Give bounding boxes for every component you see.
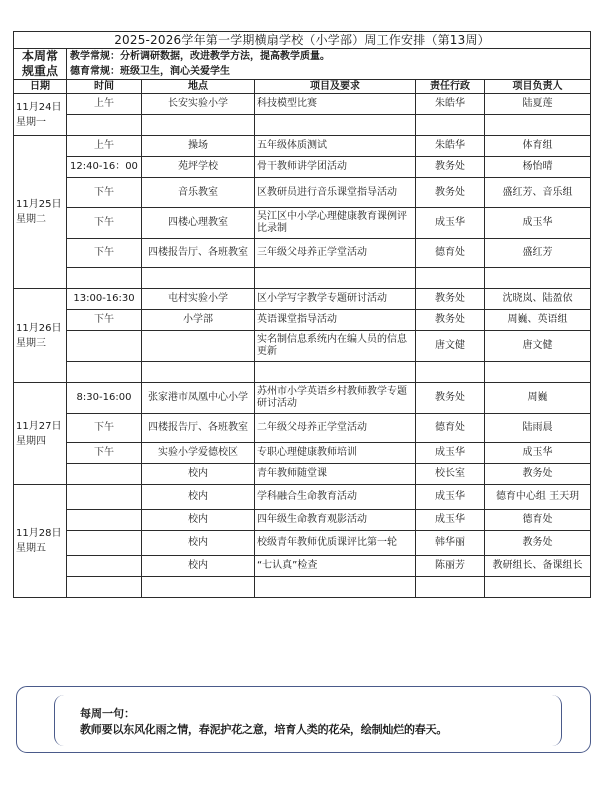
lead-cell: 周巍、英语组 xyxy=(485,310,591,331)
time-cell: 上午 xyxy=(67,136,142,157)
lead-cell: 教务处 xyxy=(485,464,591,485)
admin-cell: 陈丽芳 xyxy=(416,556,485,577)
focus-content xyxy=(67,49,591,80)
time-cell xyxy=(67,362,142,383)
lead-cell: 盛红芳 xyxy=(485,239,591,268)
time-cell: 12:40-16：00 xyxy=(67,157,142,178)
page-title: 2025-2026学年第一学期横扇学校（小学部）周工作安排（第13周） xyxy=(14,32,591,49)
schedule-row xyxy=(14,289,591,310)
schedule-row xyxy=(14,208,591,239)
time-cell xyxy=(67,577,142,598)
time-cell xyxy=(67,331,142,362)
place-cell: 小学部 xyxy=(142,310,255,331)
lead-cell: 杨怡晴 xyxy=(485,157,591,178)
admin-cell: 德育处 xyxy=(416,239,485,268)
date-cell xyxy=(14,136,67,289)
schedule-row xyxy=(14,115,591,136)
date-weekday: 星期二 xyxy=(16,214,46,225)
date-cell xyxy=(14,485,67,598)
project-cell: 英语课堂指导活动 xyxy=(255,310,416,331)
time-cell xyxy=(67,556,142,577)
place-cell: 校内 xyxy=(142,531,255,556)
schedule-row xyxy=(14,178,591,208)
admin-cell: 教务处 xyxy=(416,289,485,310)
lead-cell: 沈晓岚、陆盈依 xyxy=(485,289,591,310)
focus-label-line2: 规重点 xyxy=(21,64,58,78)
time-cell: 下午 xyxy=(67,239,142,268)
time-cell xyxy=(67,531,142,556)
project-cell: 青年教师随堂课 xyxy=(255,464,416,485)
place-cell: 音乐教室 xyxy=(142,178,255,208)
header-date: 日期 xyxy=(14,80,67,94)
place-cell xyxy=(142,115,255,136)
schedule-sheet xyxy=(13,31,590,598)
time-cell: 13:00-16:30 xyxy=(67,289,142,310)
focus-row xyxy=(14,49,591,80)
admin-cell: 教务处 xyxy=(416,383,485,414)
motto-text: 教师要以东风化雨之情，春泥护花之意，培育人类的花朵，绘制灿烂的春天。 xyxy=(80,723,448,736)
admin-cell: 成玉华 xyxy=(416,443,485,464)
time-cell xyxy=(67,510,142,531)
header-row xyxy=(14,80,591,94)
project-cell: 专职心理健康教师培训 xyxy=(255,443,416,464)
time-cell xyxy=(67,115,142,136)
date-cell xyxy=(14,289,67,383)
focus-label-line1: 本周常 xyxy=(21,49,58,63)
lead-cell: 盛红芳、音乐组 xyxy=(485,178,591,208)
admin-cell: 成玉华 xyxy=(416,485,485,510)
lead-cell: 德育处 xyxy=(485,510,591,531)
project-cell: 校级青年教师优质课评比第一轮 xyxy=(255,531,416,556)
project-cell: 苏州市小学英语乡村教师教学专题研讨活动 xyxy=(255,383,416,414)
project-cell: 学科融合生命教育活动 xyxy=(255,485,416,510)
lead-cell: 陆夏莲 xyxy=(485,94,591,115)
lead-cell: 成玉华 xyxy=(485,443,591,464)
admin-cell: 校长室 xyxy=(416,464,485,485)
place-cell: 校内 xyxy=(142,510,255,531)
schedule-row xyxy=(14,157,591,178)
lead-cell: 陆雨晨 xyxy=(485,414,591,443)
lead-cell: 唐文健 xyxy=(485,331,591,362)
lead-cell: 周巍 xyxy=(485,383,591,414)
admin-cell: 朱皓华 xyxy=(416,136,485,157)
header-admin: 责任行政 xyxy=(416,80,485,94)
time-cell: 下午 xyxy=(67,208,142,239)
lead-cell: 教研组长、备课组长 xyxy=(485,556,591,577)
admin-cell: 教务处 xyxy=(416,178,485,208)
project-cell: 二年级父母养正学堂活动 xyxy=(255,414,416,443)
lead-cell xyxy=(485,268,591,289)
project-cell xyxy=(255,362,416,383)
schedule-row xyxy=(14,239,591,268)
admin-cell xyxy=(416,577,485,598)
place-cell xyxy=(142,577,255,598)
place-cell: 四楼心理教室 xyxy=(142,208,255,239)
place-cell xyxy=(142,331,255,362)
focus-label xyxy=(14,49,67,80)
schedule-row xyxy=(14,310,591,331)
header-time: 时间 xyxy=(67,80,142,94)
schedule-row xyxy=(14,443,591,464)
schedule-row xyxy=(14,268,591,289)
place-cell: 实验小学爱德校区 xyxy=(142,443,255,464)
project-cell: 五年级体质测试 xyxy=(255,136,416,157)
project-cell: 科技模型比赛 xyxy=(255,94,416,115)
schedule-row xyxy=(14,485,591,510)
admin-cell: 德育处 xyxy=(416,414,485,443)
schedule-row xyxy=(14,531,591,556)
project-cell: 区小学写字教学专题研讨活动 xyxy=(255,289,416,310)
date-weekday: 星期三 xyxy=(16,337,46,349)
project-cell xyxy=(255,268,416,289)
time-cell: 下午 xyxy=(67,443,142,464)
focus-teaching: 教学常规：分析调研数据，改进教学方法，提高教学质量。 xyxy=(70,51,330,62)
place-cell xyxy=(142,362,255,383)
date-weekday: 星期一 xyxy=(16,116,46,128)
time-cell: 下午 xyxy=(67,310,142,331)
date-day: 11月27日 xyxy=(16,420,62,432)
date-day: 11月24日 xyxy=(16,101,62,113)
header-place: 地点 xyxy=(142,80,255,94)
schedule-row xyxy=(14,464,591,485)
admin-cell: 教务处 xyxy=(416,157,485,178)
place-cell: 操场 xyxy=(142,136,255,157)
header-project: 项目及要求 xyxy=(255,80,416,94)
schedule-row xyxy=(14,556,591,577)
place-cell: 屯村实验小学 xyxy=(142,289,255,310)
admin-cell: 教务处 xyxy=(416,310,485,331)
project-cell: “七认真”检查 xyxy=(255,556,416,577)
title-row xyxy=(14,32,591,49)
header-lead: 项目负责人 xyxy=(485,80,591,94)
project-cell: 区教研员进行音乐课堂指导活动 xyxy=(255,178,416,208)
admin-cell xyxy=(416,115,485,136)
project-cell xyxy=(255,115,416,136)
project-cell: 三年级父母养正学堂活动 xyxy=(255,239,416,268)
date-day: 11月28日 xyxy=(16,528,62,539)
place-cell: 四楼报告厅、各班教室 xyxy=(142,239,255,268)
date-cell xyxy=(14,383,67,485)
schedule-row xyxy=(14,94,591,115)
focus-moral: 德育常规：班级卫生，润心关爱学生 xyxy=(70,66,230,77)
place-cell: 校内 xyxy=(142,464,255,485)
time-cell xyxy=(67,485,142,510)
place-cell: 张家港市凤凰中心小学 xyxy=(142,383,255,414)
admin-cell: 成玉华 xyxy=(416,208,485,239)
time-cell: 8:30-16:00 xyxy=(67,383,142,414)
place-cell: 校内 xyxy=(142,485,255,510)
project-cell: 四年级生命教育观影活动 xyxy=(255,510,416,531)
project-cell: 吴江区中小学心理健康教育课例评比录制 xyxy=(255,208,416,239)
time-cell: 上午 xyxy=(67,94,142,115)
project-cell xyxy=(255,577,416,598)
schedule-row xyxy=(14,331,591,362)
time-cell xyxy=(67,464,142,485)
schedule-row xyxy=(14,510,591,531)
admin-cell: 成玉华 xyxy=(416,510,485,531)
date-weekday: 星期四 xyxy=(16,435,46,447)
lead-cell: 德育中心组 王天玥 xyxy=(485,485,591,510)
date-cell xyxy=(14,94,67,136)
admin-cell xyxy=(416,362,485,383)
place-cell xyxy=(142,268,255,289)
time-cell: 下午 xyxy=(67,178,142,208)
lead-cell xyxy=(485,362,591,383)
lead-cell xyxy=(485,577,591,598)
time-cell: 下午 xyxy=(67,414,142,443)
lead-cell: 成玉华 xyxy=(485,208,591,239)
project-cell: 实名制信息系统内在编人员的信息更新 xyxy=(255,331,416,362)
schedule-row xyxy=(14,136,591,157)
schedule-row xyxy=(14,414,591,443)
date-weekday: 星期五 xyxy=(16,543,46,554)
schedule-row xyxy=(14,362,591,383)
admin-cell: 韩华丽 xyxy=(416,531,485,556)
place-cell: 校内 xyxy=(142,556,255,577)
schedule-table xyxy=(13,31,591,598)
date-day: 11月25日 xyxy=(16,199,62,210)
lead-cell: 教务处 xyxy=(485,531,591,556)
project-cell: 骨干教师讲学团活动 xyxy=(255,157,416,178)
date-day: 11月26日 xyxy=(16,322,62,334)
schedule-row xyxy=(14,383,591,414)
admin-cell: 朱皓华 xyxy=(416,94,485,115)
time-cell xyxy=(67,268,142,289)
admin-cell xyxy=(416,268,485,289)
place-cell: 苑坪学校 xyxy=(142,157,255,178)
lead-cell xyxy=(485,115,591,136)
admin-cell: 唐文健 xyxy=(416,331,485,362)
place-cell: 四楼报告厅、各班教室 xyxy=(142,414,255,443)
motto-title: 每周一句： xyxy=(80,707,135,720)
schedule-row xyxy=(14,577,591,598)
lead-cell: 体育组 xyxy=(485,136,591,157)
place-cell: 长安实验小学 xyxy=(142,94,255,115)
